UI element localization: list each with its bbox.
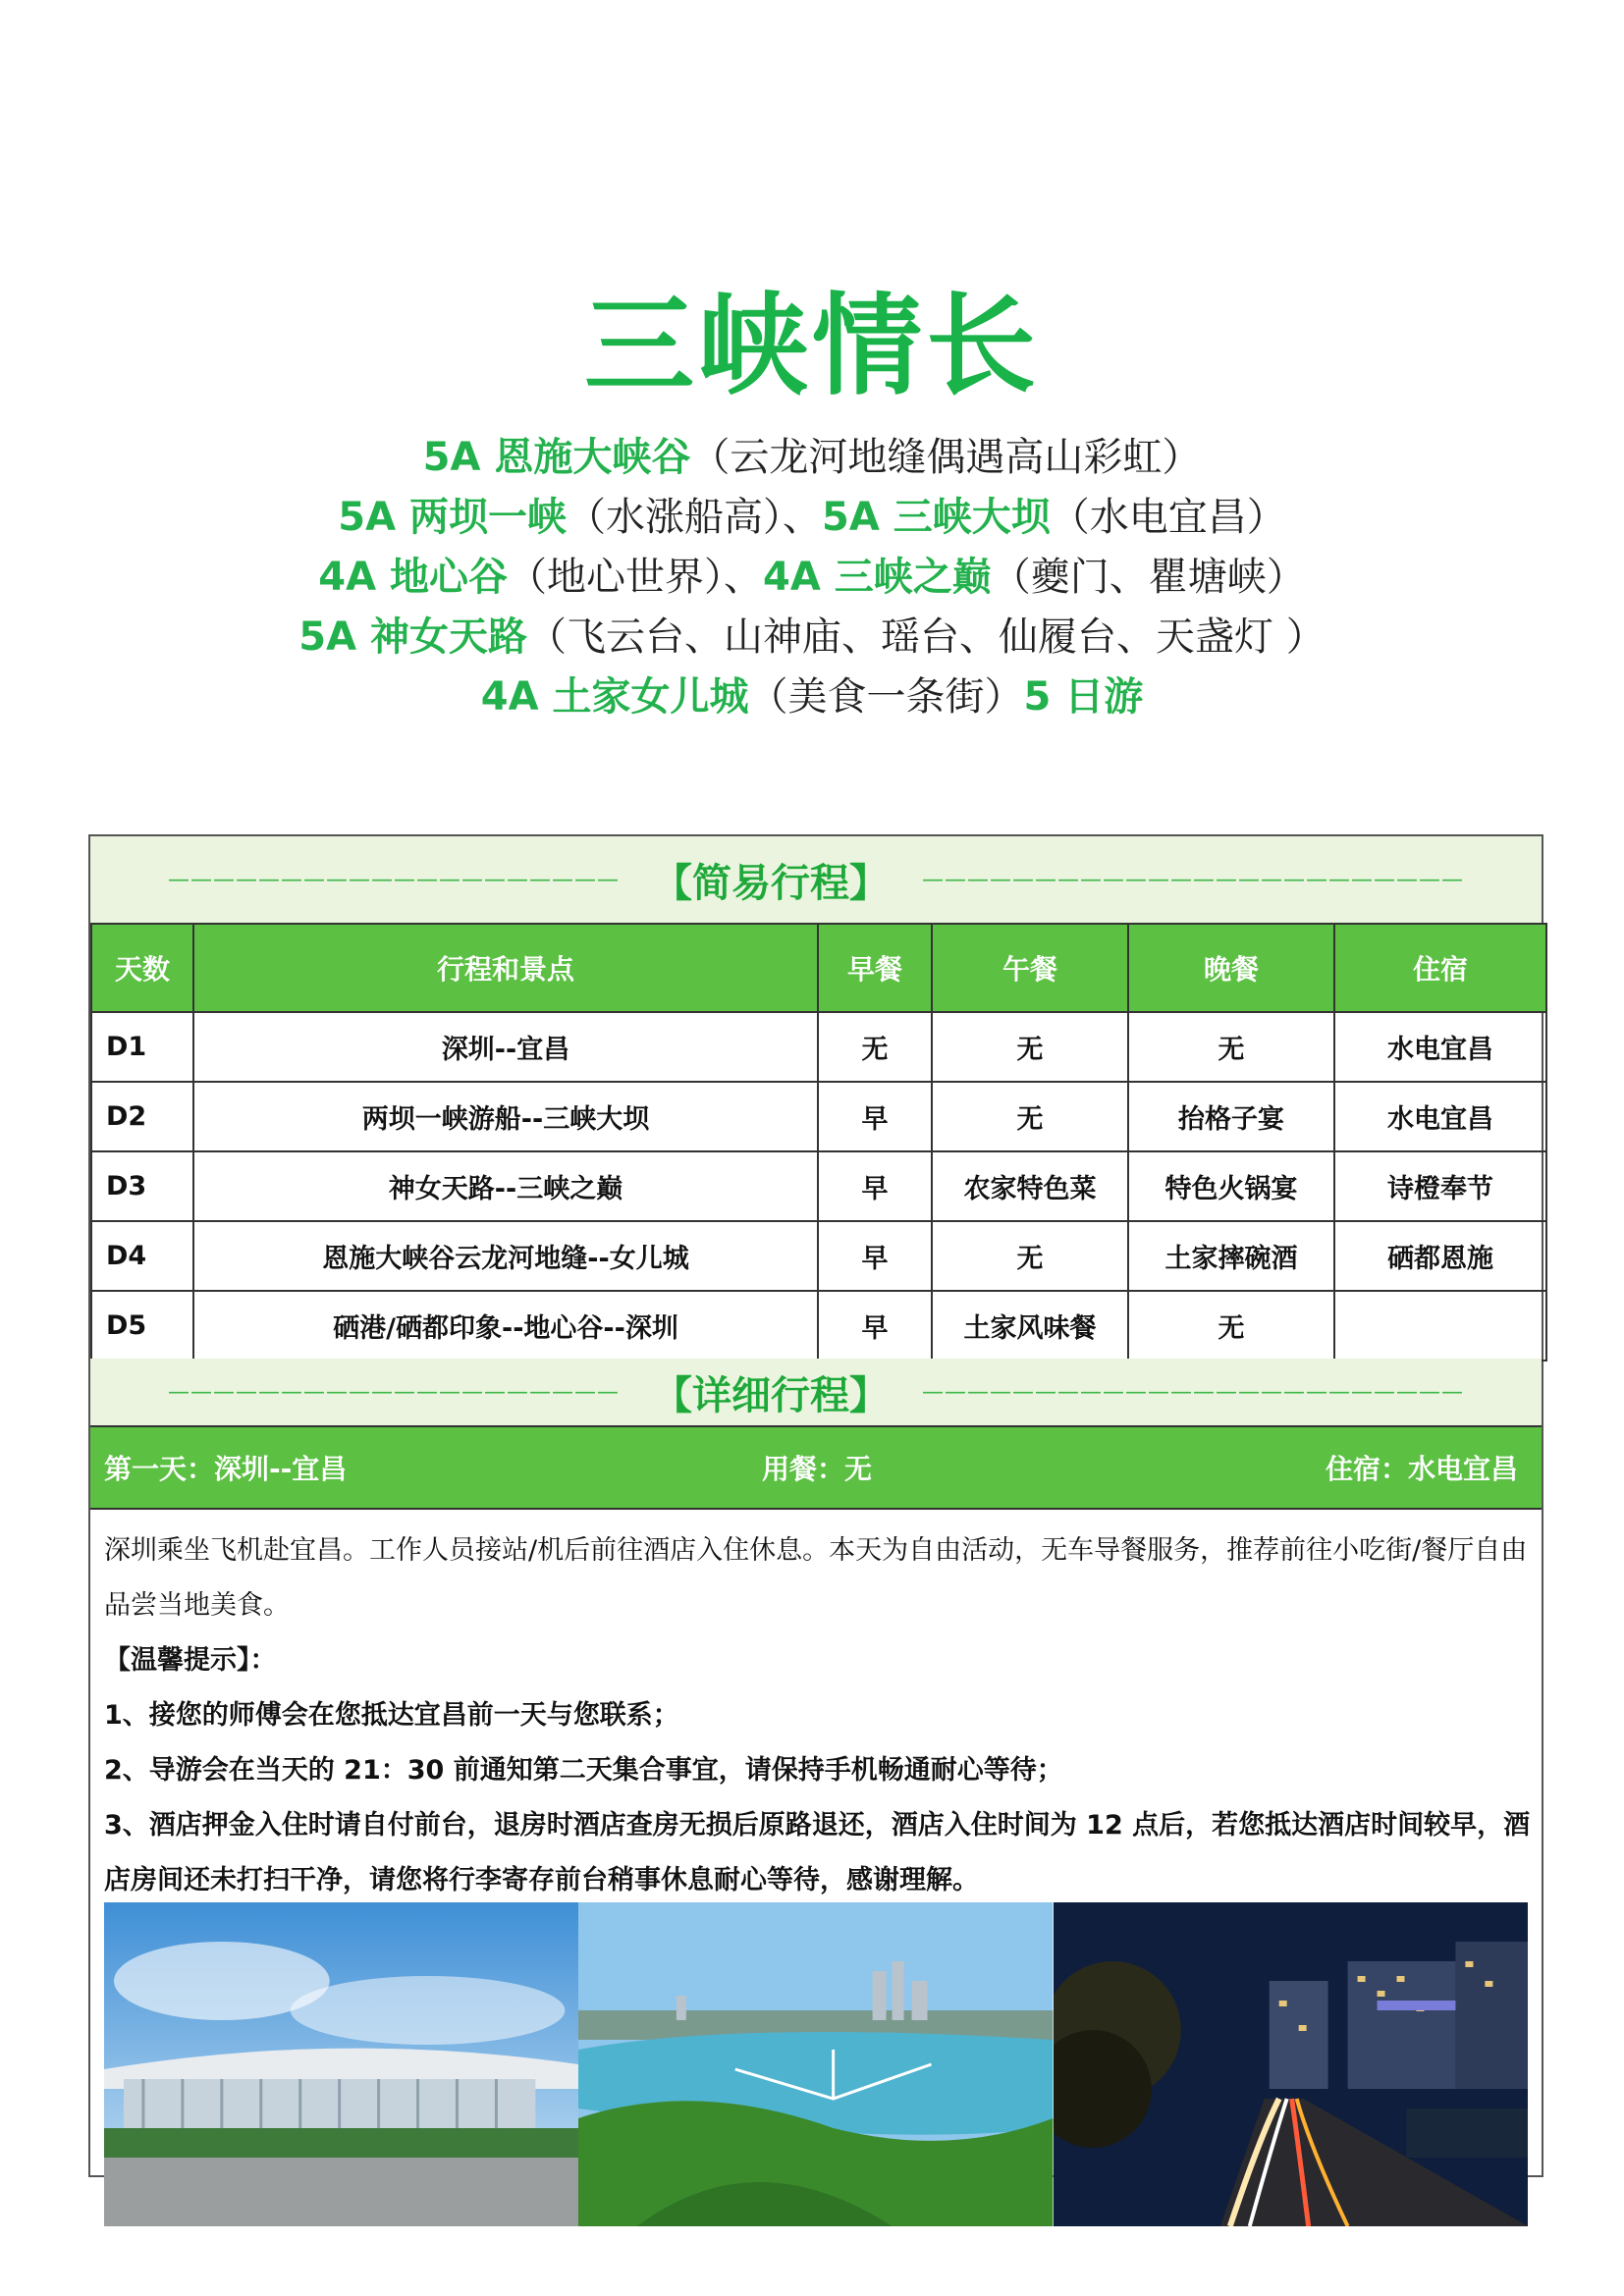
dinner-cell: 土家摔碗酒 — [1128, 1221, 1334, 1291]
day-cell: D2 — [91, 1082, 193, 1151]
day-cell: D3 — [91, 1151, 193, 1221]
day1-header — [90, 1425, 1542, 1510]
night-street-photo — [1054, 1902, 1528, 2226]
breakfast-cell: 早 — [818, 1082, 932, 1151]
breakfast-cell: 无 — [818, 1012, 932, 1082]
table-row — [91, 1012, 1546, 1082]
breakfast-cell: 早 — [818, 1291, 932, 1361]
day1-detail — [104, 1523, 1532, 1908]
tip-item: 2、导游会在当天的 21：30 前通知第二天集合事宜，请保持手机畅通耐心等待； — [104, 1755, 1063, 1786]
route-cell: 两坝一峡游船--三峡大坝 — [193, 1082, 818, 1151]
hotel-cell: 诗橙奉节 — [1334, 1151, 1546, 1221]
attraction-highlight: 4A 三峡之巅 — [763, 555, 992, 600]
attraction-note: （水电宜昌） — [1050, 495, 1286, 540]
tip-item: 3、酒店押金入住时请自付前台，退房时酒店查房无损后原路退还，酒店入住时间为 12 点后，若您抵达酒店时间较早，酒店房间还未打扫干净，请您将行李寄存前台稍事休息耐心等待，感谢理解。 — [104, 1810, 1531, 1896]
header-route: 行程和景点 — [193, 924, 818, 1012]
duration-highlight: 5 日游 — [1023, 674, 1144, 720]
divider-line: ———————————————————————— — [922, 867, 1464, 892]
table-row — [91, 1291, 1546, 1361]
attraction-highlight: 5A 恩施大峡谷 — [422, 435, 691, 480]
lunch-cell: 无 — [932, 1082, 1128, 1151]
subtitle-line-5 — [0, 667, 1624, 727]
route-cell: 硒港/硒都印象--地心谷--深圳 — [193, 1291, 818, 1361]
header-hotel: 住宿 — [1334, 924, 1546, 1012]
subtitle-line-1 — [0, 428, 1624, 488]
divider-line: ———————————————————————— — [922, 1379, 1464, 1405]
hotel-cell — [1334, 1291, 1546, 1361]
breakfast-cell: 早 — [818, 1221, 932, 1291]
lunch-cell: 无 — [932, 1221, 1128, 1291]
divider-line: ———————————————————— — [168, 867, 620, 892]
simple-itinerary-band — [90, 836, 1542, 923]
page-title: 三峡情长 — [584, 283, 1040, 410]
lunch-cell: 农家特色菜 — [932, 1151, 1128, 1221]
header-breakfast: 早餐 — [818, 924, 932, 1012]
route-cell: 深圳--宜昌 — [193, 1012, 818, 1082]
attraction-highlight: 4A 土家女儿城 — [480, 674, 749, 720]
day1-meals: 用餐：无 — [762, 1453, 873, 1485]
subtitle-line-2 — [0, 488, 1624, 548]
itinerary-table — [90, 923, 1547, 1362]
route-cell: 恩施大峡谷云龙河地缝--女儿城 — [193, 1221, 818, 1291]
day-cell: D1 — [91, 1012, 193, 1082]
breakfast-cell: 早 — [818, 1151, 932, 1221]
dinner-cell: 特色火锅宴 — [1128, 1151, 1334, 1221]
hotel-cell: 水电宜昌 — [1334, 1082, 1546, 1151]
divider-line: ———————————————————— — [168, 1379, 620, 1405]
day1-description: 深圳乘坐飞机赴宜昌。工作人员接站/机后前往酒店入住休息。本天为自由活动，无车导餐服务，推荐前往小吃街/餐厅自由品尝当地美食。 — [104, 1535, 1528, 1621]
subtitle-block — [0, 428, 1624, 727]
attraction-highlight: 5A 神女天路 — [298, 614, 527, 660]
header-dinner: 晚餐 — [1128, 924, 1334, 1012]
tip-item: 1、接您的师傅会在您抵达宜昌前一天与您联系； — [104, 1700, 679, 1731]
route-cell: 神女天路--三峡之巅 — [193, 1151, 818, 1221]
tips-title: 【温馨提示】： — [104, 1645, 277, 1676]
dinner-cell: 抬格子宴 — [1128, 1082, 1334, 1151]
attraction-highlight: 5A 三峡大坝 — [822, 495, 1051, 540]
attraction-note: （地心世界）、 — [508, 555, 763, 600]
lunch-cell: 无 — [932, 1012, 1128, 1082]
table-row — [91, 1082, 1546, 1151]
hotel-cell: 硒都恩施 — [1334, 1221, 1546, 1291]
table-header-row — [91, 924, 1546, 1012]
attraction-note: （飞云台、山神庙、瑶台、仙履台、天盏灯 ） — [527, 614, 1326, 660]
simple-itinerary-title: 【简易行程】 — [653, 860, 889, 906]
day-cell: D4 — [91, 1221, 193, 1291]
header-lunch: 午餐 — [932, 924, 1128, 1012]
day1-stay: 住宿：水电宜昌 — [1325, 1453, 1518, 1485]
header-day: 天数 — [91, 924, 193, 1012]
detailed-itinerary-band — [90, 1359, 1542, 1425]
attraction-note: （夔门、瞿塘峡） — [991, 555, 1306, 600]
subtitle-line-4 — [0, 608, 1624, 667]
subtitle-line-3 — [0, 548, 1624, 608]
table-row — [91, 1151, 1546, 1221]
attraction-highlight: 5A 两坝一峡 — [338, 495, 567, 540]
detailed-itinerary-title: 【详细行程】 — [653, 1372, 889, 1418]
lunch-cell: 土家风味餐 — [932, 1291, 1128, 1361]
day-cell: D5 — [91, 1291, 193, 1361]
attraction-note: （云龙河地缝偶遇高山彩虹） — [690, 435, 1202, 480]
dinner-cell: 无 — [1128, 1291, 1334, 1361]
yichang-river-photo — [578, 1902, 1053, 2226]
photo-strip — [104, 1902, 1528, 2226]
attraction-note: （美食一条街） — [748, 674, 1024, 720]
table-row — [91, 1221, 1546, 1291]
day1-title: 第一天：深圳--宜昌 — [104, 1453, 348, 1485]
dinner-cell: 无 — [1128, 1012, 1334, 1082]
hotel-cell: 水电宜昌 — [1334, 1012, 1546, 1082]
attraction-highlight: 4A 地心谷 — [318, 555, 508, 600]
attraction-note: （水涨船高）、 — [567, 495, 822, 540]
airport-photo — [104, 1902, 578, 2226]
